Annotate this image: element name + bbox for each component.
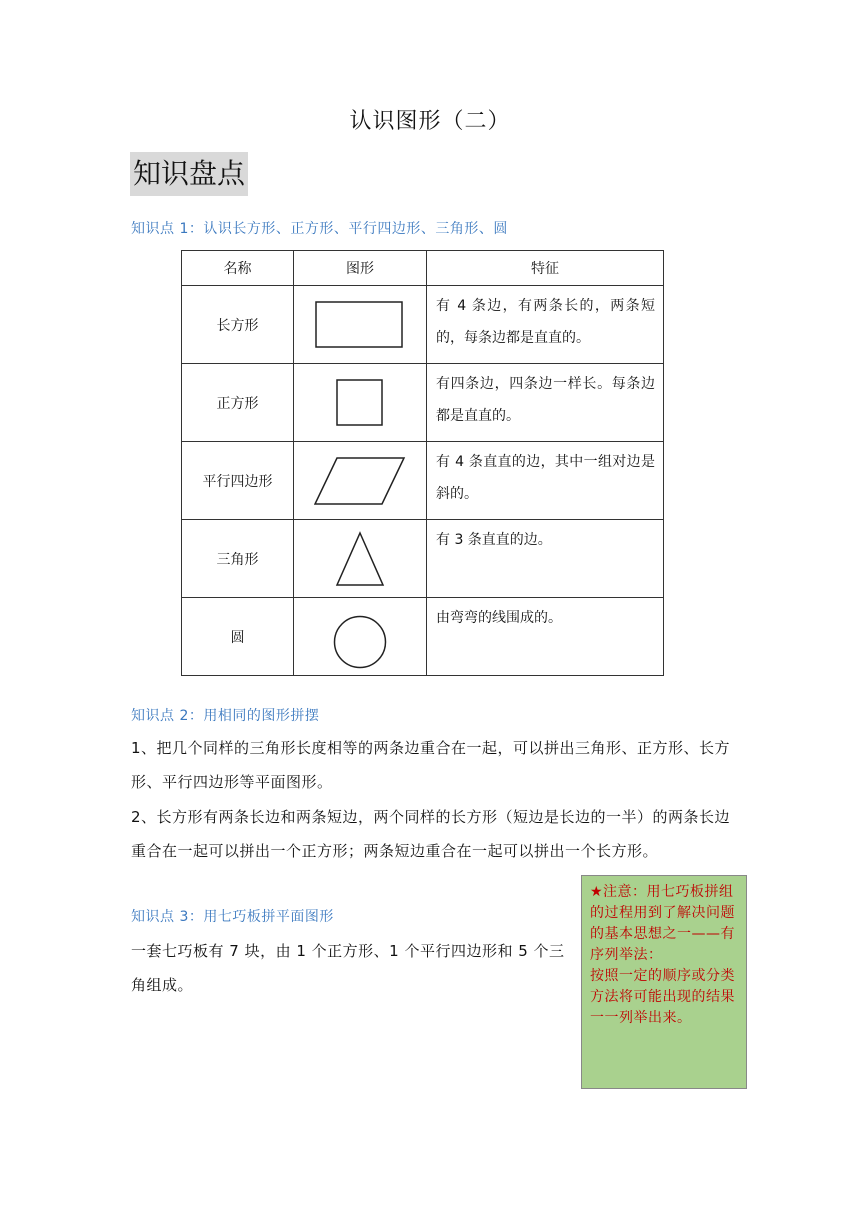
table-row [182,286,664,364]
table-row [182,364,664,442]
table-header-row [182,251,664,286]
table-row [182,442,664,520]
shape-feature: 有四条边，四条边一样长。每条边都是直直的。 [427,364,664,442]
shape-figure-cell [294,364,427,442]
table-row [182,520,664,598]
shape-name: 长方形 [182,286,294,364]
shape-name: 圆 [182,598,294,676]
square-icon [336,379,384,427]
header-feature: 特征 [427,251,664,286]
paragraph-triangles: 1、把几个同样的三角形长度相等的两条边重合在一起，可以拼出三角形、正方形、长方形、平行四边形等平面图形。 [131,739,731,791]
knowledge-point-2-heading: 知识点 2：用相同的图形拼摆 [131,708,320,724]
rectangle-icon [315,301,405,349]
shape-name: 三角形 [182,520,294,598]
shape-feature: 有 3 条直直的边。 [427,520,664,598]
shape-feature: 由弯弯的线围成的。 [427,598,664,676]
shape-name: 平行四边形 [182,442,294,520]
shape-table [181,250,664,676]
header-name: 名称 [182,251,294,286]
paragraph-rectangles: 2、长方形有两条长边和两条短边，两个同样的长方形（短边是长边的一半）的两条长边重合在一起可以拼出一个正方形；两条短边重合在一起可以拼出一个长方形。 [131,808,731,860]
shape-figure-cell [294,286,427,364]
shape-figure-cell [294,598,427,676]
parallelogram-icon [314,456,406,506]
knowledge-point-3-heading: 知识点 3：用七巧板拼平面图形 [131,909,334,925]
shape-figure-cell [294,520,427,598]
page-title: 认识图形（二） [349,109,511,134]
shape-feature: 有 4 条直直的边，其中一组对边是斜的。 [427,442,664,520]
note-box [581,875,747,1089]
note-text-1: ★注意：用七巧板拼组的过程用到了解决问题的基本思想之一——有序列举法： [590,884,735,963]
header-figure: 图形 [294,251,427,286]
shape-figure-cell [294,442,427,520]
paragraph-tangram: 一套七巧板有 7 块，由 1 个正方形、1 个平行四边形和 5 个三角组成。 [131,942,565,994]
table-row [182,598,664,676]
knowledge-point-1-heading: 知识点 1：认识长方形、正方形、平行四边形、三角形、圆 [131,221,508,237]
circle-icon [332,614,388,670]
note-text-2: 按照一定的顺序或分类方法将可能出现的结果一一列举出来。 [590,968,735,1026]
shape-feature: 有 4 条边，有两条长的，两条短的，每条边都是直直的。 [427,286,664,364]
triangle-icon [335,531,385,587]
section-heading: 知识盘点 [130,152,248,196]
shape-name: 正方形 [182,364,294,442]
